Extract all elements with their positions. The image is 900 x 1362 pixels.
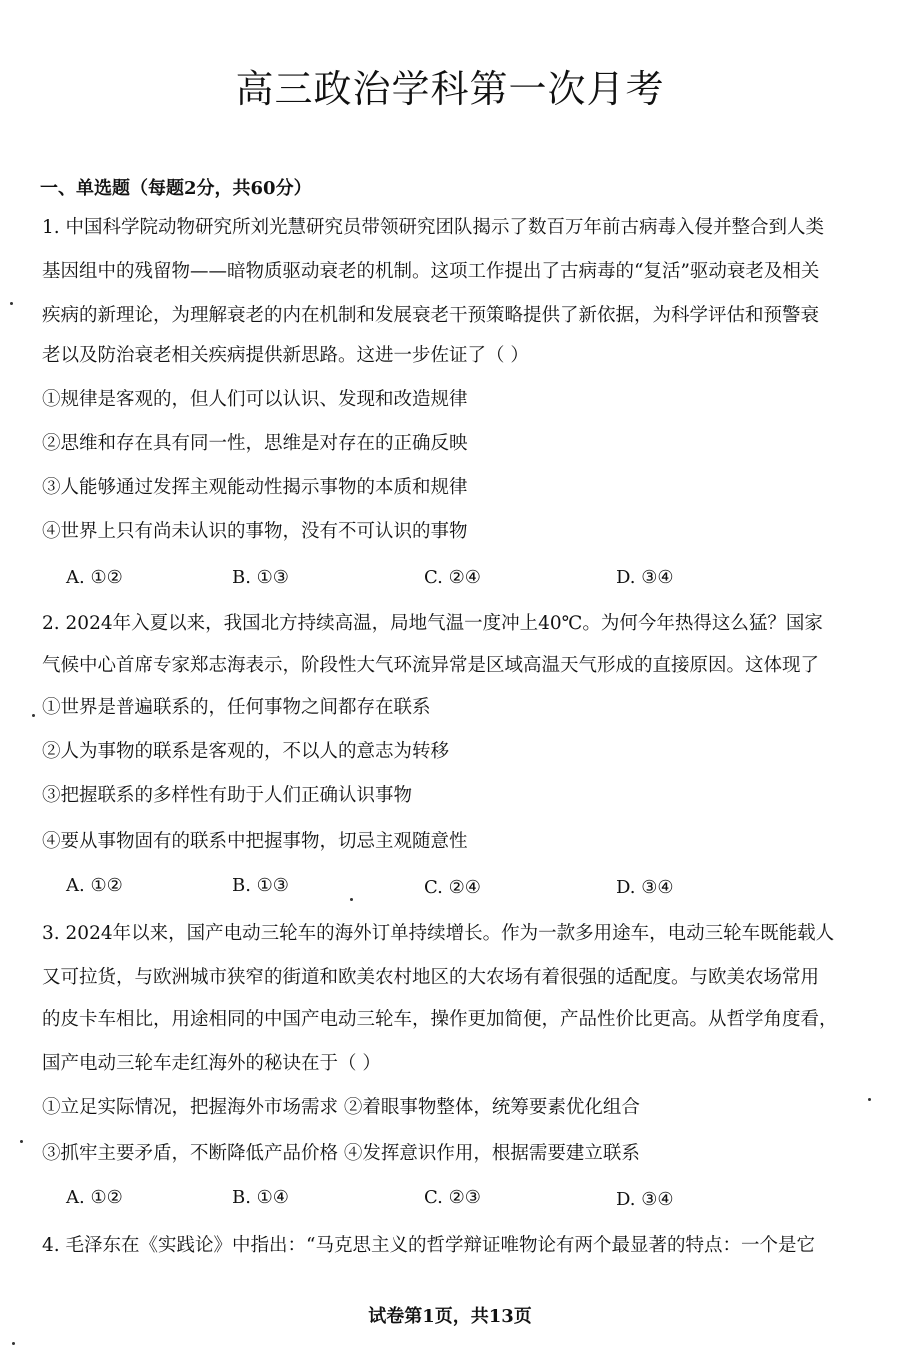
q3-line-3: 的皮卡车相比，用途相同的中国产电动三轮车，操作更加简便，产品性价比更高。从哲学角度看，: [42, 1009, 838, 1030]
q2-choice-a: A. ①②: [66, 875, 123, 896]
q3-option-row-2: ③抓牢主要矛盾，不断降低产品价格 ④发挥意识作用，根据需要建立联系: [42, 1143, 640, 1164]
q1-line-3: 疾病的新理论，为理解衰老的内在机制和发展衰老干预策略提供了新依据，为科学评估和预警衰: [42, 305, 820, 326]
q1-option-2: ②思维和存在具有同一性，思维是对存在的正确反映: [42, 433, 468, 454]
q2-option-3: ③把握联系的多样性有助于人们正确认识事物: [42, 785, 413, 806]
q3-choice-c: C. ②③: [424, 1187, 481, 1208]
q1-option-4: ④世界上只有尚未认识的事物，没有不可认识的事物: [42, 521, 468, 542]
q2-option-4: ④要从事物固有的联系中把握事物，切忌主观随意性: [42, 831, 468, 852]
q3-choice-b: B. ①④: [232, 1187, 289, 1208]
scan-speck: [868, 1098, 871, 1101]
scan-speck: [20, 1140, 23, 1143]
scan-speck: [10, 302, 13, 305]
q3-line-4: 国产电动三轮车走红海外的秘诀在于（ ）: [42, 1053, 381, 1074]
q1-choice-c: C. ②④: [424, 567, 481, 588]
q2-line-2: 气候中心首席专家郑志海表示，阶段性大气环流异常是区域高温天气形成的直接原因。这体现了: [42, 655, 820, 676]
q1-choice-d: D. ③④: [616, 567, 674, 588]
q4-line-1: 4. 毛泽东在《实践论》中指出：“马克思主义的哲学辩证唯物论有两个最显著的特点：一个是它: [42, 1235, 815, 1256]
section-heading: 一、单选题（每题2分，共60分）: [40, 178, 312, 199]
q2-option-2: ②人为事物的联系是客观的，不以人的意志为转移: [42, 741, 450, 762]
q1-line-4: 老以及防治衰老相关疾病提供新思路。这进一步佐证了（ ）: [42, 345, 529, 366]
q2-choice-d: D. ③④: [616, 877, 674, 898]
q1-choice-a: A. ①②: [66, 567, 123, 588]
q1-line-1: 1. 中国科学院动物研究所刘光慧研究员带领研究团队揭示了数百万年前古病毒入侵并整合到人类: [42, 217, 825, 238]
scan-speck: [32, 714, 35, 717]
q3-choice-d: D. ③④: [616, 1189, 674, 1210]
q2-choice-b: B. ①③: [232, 875, 289, 896]
q1-option-1: ①规律是客观的，但人们可以认识、发现和改造规律: [42, 389, 468, 410]
q2-choice-c: C. ②④: [424, 877, 481, 898]
q2-line-1: 2. 2024年入夏以来，我国北方持续高温，局地气温一度冲上40℃。为何今年热得这么猛？国家: [42, 613, 823, 634]
exam-title: 高三政治学科第一次月考: [235, 67, 665, 111]
q3-line-2: 又可拉货，与欧洲城市狭窄的街道和欧美农村地区的大农场有着很强的适配度。与欧美农场常用: [42, 967, 820, 988]
q1-line-2: 基因组中的残留物——暗物质驱动衰老的机制。这项工作提出了古病毒的“复活”驱动衰老及相关: [42, 261, 820, 282]
q1-choice-b: B. ①③: [232, 567, 289, 588]
scan-speck: [12, 1342, 15, 1345]
q3-line-1: 3. 2024年以来，国产电动三轮车的海外订单持续增长。作为一款多用途车，电动三轮车既能载人: [42, 923, 835, 944]
q3-choice-a: A. ①②: [66, 1187, 123, 1208]
q3-option-row-1: ①立足实际情况，把握海外市场需求 ②着眼事物整体，统筹要素优化组合: [42, 1097, 640, 1118]
q1-option-3: ③人能够通过发挥主观能动性揭示事物的本质和规律: [42, 477, 468, 498]
scan-speck: [350, 898, 353, 901]
page-footer: 试卷第1页，共13页: [368, 1306, 532, 1327]
q2-option-1: ①世界是普遍联系的，任何事物之间都存在联系: [42, 697, 431, 718]
